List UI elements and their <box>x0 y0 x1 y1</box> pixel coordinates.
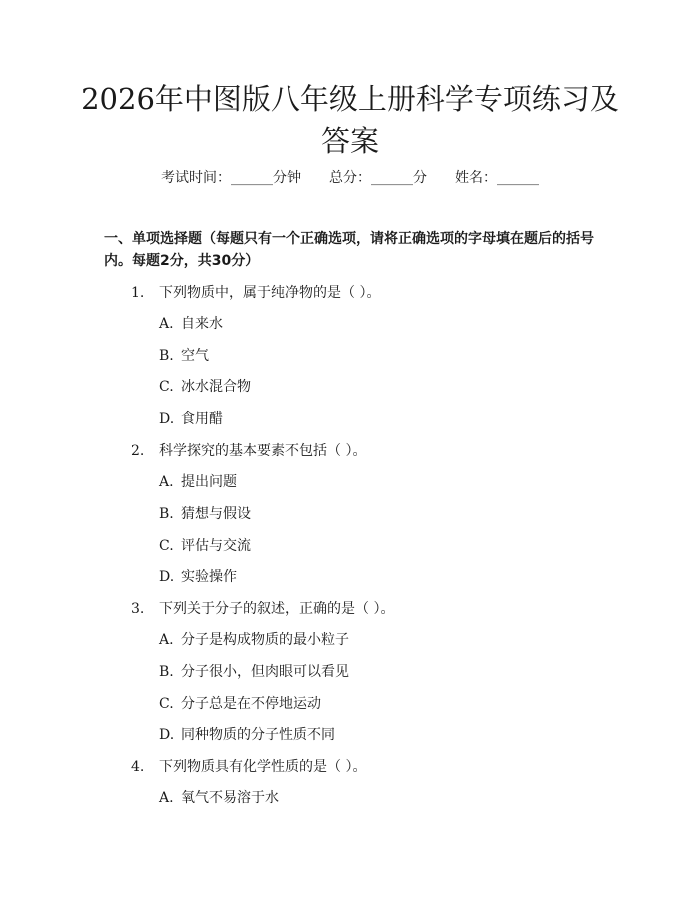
option-1a <box>159 314 223 334</box>
question-text: 下列物质中，属于纯净物的是（ ）。 <box>159 285 381 301</box>
option-1b <box>159 346 209 366</box>
option-2a <box>159 472 237 492</box>
option-letter: B. <box>159 664 174 680</box>
option-3d <box>159 725 335 745</box>
option-2b <box>159 504 251 524</box>
option-letter: B. <box>159 506 174 522</box>
option-letter: C. <box>159 379 174 395</box>
student-name-field: 姓名：______ <box>455 170 539 186</box>
option-3a <box>159 630 349 650</box>
option-2d <box>159 567 237 587</box>
exam-time-field: 考试时间：______分钟 <box>161 170 301 186</box>
option-letter: A. <box>159 316 174 332</box>
option-text: 空气 <box>181 348 209 364</box>
option-1d <box>159 409 223 429</box>
option-text: 评估与交流 <box>181 538 251 554</box>
option-text: 分子是构成物质的最小粒子 <box>181 632 349 648</box>
option-letter: C. <box>159 696 174 712</box>
option-2c <box>159 536 251 556</box>
option-text: 猜想与假设 <box>181 506 251 522</box>
document-title: 2026年中图版八年级上册科学专项练习及答案 <box>81 82 619 158</box>
question-number: 4. <box>131 759 145 775</box>
option-letter: D. <box>159 727 175 743</box>
option-letter: D. <box>159 411 175 427</box>
option-letter: A. <box>159 790 174 806</box>
option-letter: D. <box>159 569 175 585</box>
question-number: 2. <box>131 443 145 459</box>
option-text: 食用醋 <box>181 411 223 427</box>
question-2 <box>131 441 366 461</box>
option-4a <box>159 788 279 808</box>
question-text: 下列关于分子的叙述，正确的是（ ）。 <box>159 601 395 617</box>
option-text: 氧气不易溶于水 <box>181 790 279 806</box>
option-text: 分子很小，但肉眼可以看见 <box>181 664 349 680</box>
total-score-field: 总分：______分 <box>329 170 427 186</box>
option-text: 分子总是在不停地运动 <box>181 696 321 712</box>
option-letter: B. <box>159 348 174 364</box>
option-text: 实验操作 <box>181 569 237 585</box>
question-number: 1. <box>131 285 145 301</box>
option-1c <box>159 377 251 397</box>
option-text: 同种物质的分子性质不同 <box>181 727 335 743</box>
question-4 <box>131 757 366 777</box>
question-text: 下列物质具有化学性质的是（ ）。 <box>159 759 367 775</box>
option-letter: C. <box>159 538 174 554</box>
option-3c <box>159 694 321 714</box>
option-letter: A. <box>159 632 174 648</box>
option-text: 提出问题 <box>181 474 237 490</box>
question-1 <box>131 283 380 303</box>
option-3b <box>159 662 349 682</box>
option-letter: A. <box>159 474 174 490</box>
section-heading: 一、单项选择题（每题只有一个正确选项，请将正确选项的字母填在题后的括号内。每题2分，共30分） <box>104 231 594 269</box>
question-3 <box>131 599 394 619</box>
question-text: 科学探究的基本要素不包括（ ）。 <box>159 443 367 459</box>
question-number: 3. <box>131 601 145 617</box>
exam-info-line <box>0 168 700 188</box>
option-text: 冰水混合物 <box>181 379 251 395</box>
option-text: 自来水 <box>181 316 223 332</box>
